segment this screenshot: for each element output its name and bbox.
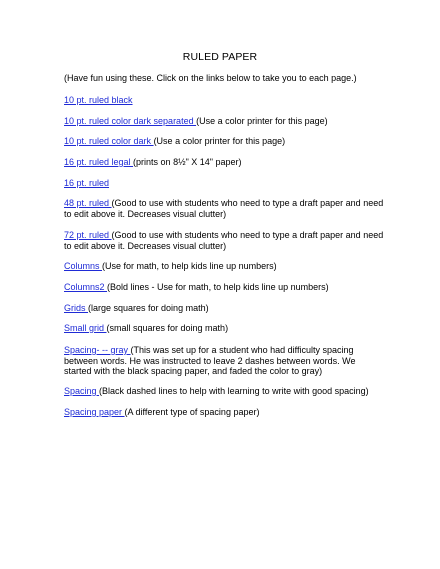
link-10pt-ruled-black[interactable]: 10 pt. ruled black (64, 95, 133, 105)
link-small-grid[interactable]: Small grid (64, 323, 107, 333)
list-item (64, 323, 384, 334)
item-description: (A different type of spacing paper) (124, 407, 260, 417)
link-spacing-gray[interactable]: Spacing- -- gray (64, 345, 131, 355)
list-item (64, 116, 384, 127)
list-item (64, 230, 384, 251)
list-item (64, 386, 384, 397)
page-title: RULED PAPER (182, 51, 258, 63)
link-columns2[interactable]: Columns2 (64, 282, 108, 292)
link-columns[interactable]: Columns (64, 261, 103, 271)
link-16pt-ruled[interactable]: 16 pt. ruled (64, 178, 110, 188)
list-item (64, 345, 384, 377)
item-description: (Bold lines - Use for math, to help kids line up numbers) (107, 282, 329, 292)
intro-text: (Have fun using these. Click on the links below to take you to each page.) (64, 73, 357, 83)
link-spacing-paper[interactable]: Spacing paper (64, 407, 125, 417)
link-spacing[interactable]: Spacing (64, 386, 100, 396)
item-description: (prints on 8½" X 14" paper) (133, 157, 242, 167)
link-10pt-ruled-color-dark[interactable]: 10 pt. ruled color dark (64, 136, 154, 146)
link-16pt-ruled-legal[interactable]: 16 pt. ruled legal (64, 157, 134, 167)
item-description: (large squares for doing math) (88, 303, 209, 313)
list-item (64, 282, 384, 293)
link-72pt-ruled[interactable]: 72 pt. ruled (64, 230, 112, 240)
list-item (64, 95, 384, 106)
item-description: (Good to use with students who need to type a draft paper and need to edit above it. Decreases visual clutter) (64, 198, 384, 219)
item-description: (This was set up for a student who had difficulty spacing between words. He was instructed to leave 2 dashes between words. We started with the black spacing paper, and faded the color to gray) (64, 345, 356, 377)
list-item (64, 303, 384, 314)
list-item (64, 198, 384, 219)
item-description: (small squares for doing math) (106, 323, 229, 333)
list-item (64, 136, 384, 147)
list-item (64, 407, 384, 418)
link-10pt-ruled-color-dark-separated[interactable]: 10 pt. ruled color dark separated (64, 116, 197, 126)
item-description: (Black dashed lines to help with learning to write with good spacing) (99, 386, 369, 396)
item-description: (Use a color printer for this page) (153, 136, 286, 146)
list-item (64, 178, 384, 189)
link-48pt-ruled[interactable]: 48 pt. ruled (64, 198, 112, 208)
item-description: (Use a color printer for this page) (196, 116, 328, 126)
item-description: (Use for math, to help kids line up numbers) (102, 261, 277, 271)
list-item (64, 261, 384, 272)
item-description: (Good to use with students who need to type a draft paper and need to edit above it. Decreases visual clutter) (64, 230, 384, 251)
link-grids[interactable]: Grids (64, 303, 89, 313)
list-item (64, 157, 384, 168)
